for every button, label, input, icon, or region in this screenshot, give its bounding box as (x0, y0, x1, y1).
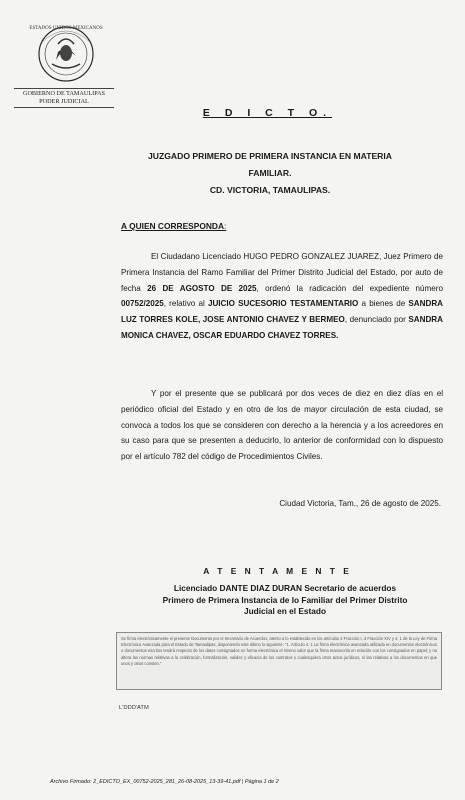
document-title: E D I C T O. (202, 107, 333, 119)
court-heading-line-3: CD. VICTORIA, TAMAULIPAS. (209, 185, 331, 195)
court-heading (120, 148, 420, 199)
signer-line-2: Primero de Primera Instancia de lo Familiar del Primer Distrito (162, 594, 408, 605)
body-paragraph-1 (121, 249, 443, 344)
judicial-branch-name: PODER JUDICIAL (39, 98, 89, 105)
case-number: 00752/2025 (121, 299, 164, 309)
mexican-coat-of-arms-seal (28, 20, 104, 84)
signed-file-footer: Archivo Firmado: 2_EDICTO_EX_00752-2025_281_26-08-2025_13-39-41.pdf | Página 1 de 2 (50, 779, 279, 785)
proceeding-type: JUICIO SUCESORIO TESTAMENTARIO (207, 299, 359, 309)
closing-salutation: A T E N T A M E N T E (203, 566, 352, 576)
court-heading-line-2: FAMILIAR. (248, 168, 292, 178)
electronic-signature-notice: Se firma electrónicamente el presente Documento por el Secretario de Acuerdos, atento a lo establecido en los artículos 2 Fracción I, 3 Fracción XIV y 4, 1 de la Ley de Firma Electrónica Avanzada para el Estado de Tamaulipas, disponiendo este último lo siguiente: "1. Artículo 4. 1 La firma electrónica avanzada utilizada en documentos electrónicos o documentos escritos tendrá respecto de los datos consignados en forma electrónica el mismo valor que la firma manuscrita en relación con los consignados en papel; y no altera las normas relativas a la celebración, formalización, validez y eficacia de los contratos y cualesquiera otros actos jurídicos, ni las relativas a los documentos en que unos y otros consten." (116, 632, 442, 690)
court-heading-line-1: JUZGADO PRIMERO DE PRIMERA INSTANCIA EN MATERIA (148, 151, 392, 161)
p1-text-2: , ordenó la radicación del expediente número (256, 283, 443, 293)
body-paragraph-2: Y por el presente que se publicará por dos veces de diez en diez días en el periódico oficial del Estado y en otro de los de mayor circulación de esta ciudad, se convoca a todos los que se consideren con derecho a la herencia y a los acreedores en su caso para que se presenten a deducirlo, lo anterior de conformidad con lo dispuesto por el artículo 782 del código de Procedimientos Civiles. (121, 389, 443, 462)
signer-line-3: Judicial en el Estado (243, 606, 327, 616)
government-name: GOBIERNO DE TAMAULIPAS (22, 90, 105, 97)
p1-text-1: El Ciudadano Licenciado HUGO PEDRO GONZALEZ JUAREZ, Juez Primero de Primera Instancia del Ramo Familiar del Primer Distrito Judicial del Estado, por auto de fecha (121, 252, 443, 293)
place-and-date: Ciudad Victoria, Tam., 26 de agosto de 2025. (279, 499, 441, 508)
addressee (121, 221, 226, 231)
issuing-authority-box (14, 88, 114, 108)
p1-text-3: , relativo al (163, 299, 208, 309)
p1-text-4: a bienes de (358, 299, 409, 309)
claimant-names: SANDRA MONICA CHAVEZ, OSCAR EDUARDO CHAVEZ TORRES. (121, 315, 443, 340)
addressee-text: A QUIEN CORRESPONDA (121, 221, 224, 231)
svg-text:ESTADOS UNIDOS MEXICANOS: ESTADOS UNIDOS MEXICANOS (29, 26, 103, 31)
p1-text-5: , denunciado por (344, 315, 409, 325)
signer-line-1: Licenciado DANTE DIAZ DURAN Secretario de acuerdos (173, 583, 397, 593)
signer-block (126, 583, 444, 618)
clerk-initials: L'DDD'ATM (119, 705, 149, 711)
order-date: 26 DE AGOSTO DE 2025 (147, 283, 257, 293)
deceased-names: SANDRA LUZ TORRES KOLE, JOSE ANTONIO CHAVEZ Y BERMEO (121, 299, 444, 325)
addressee-colon: : (224, 221, 227, 231)
